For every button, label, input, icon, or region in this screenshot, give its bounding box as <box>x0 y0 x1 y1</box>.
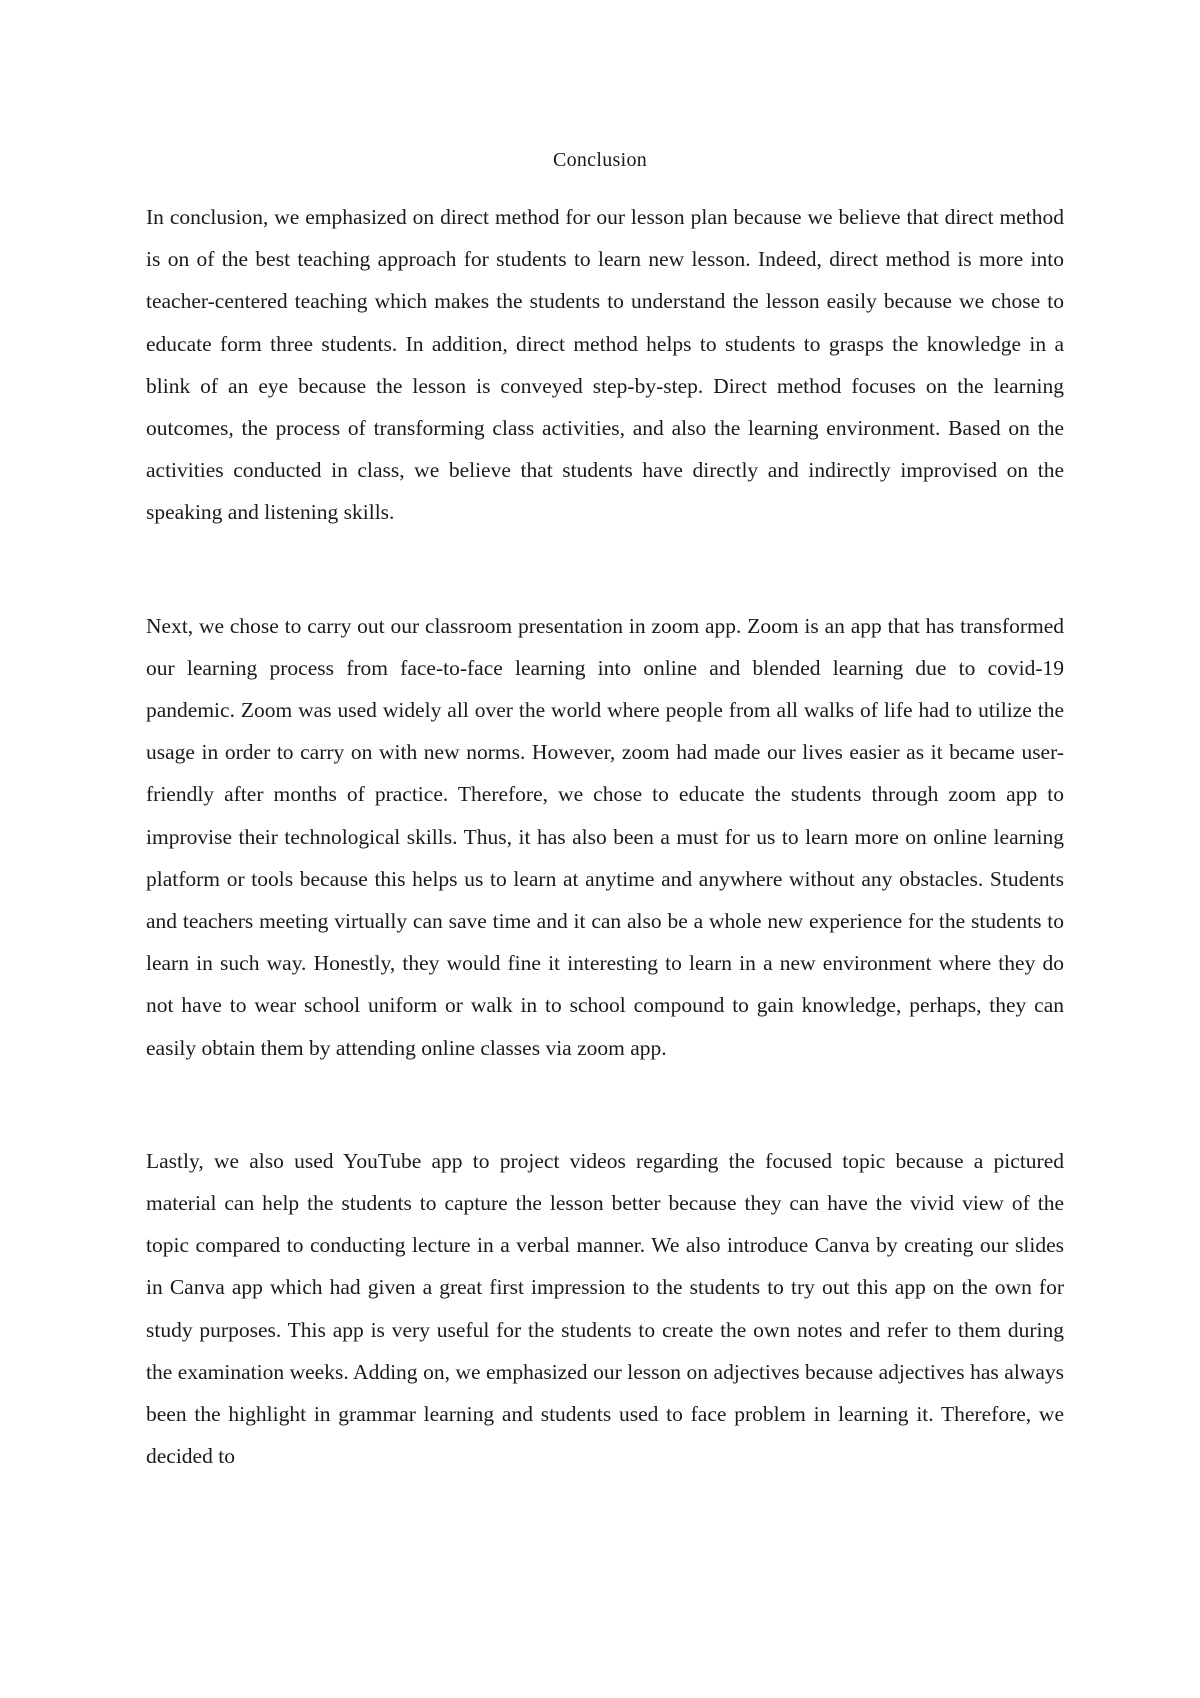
paragraph-conclusion-direct-method: In conclusion, we emphasized on direct method for our lesson plan because we believe that direct method is on of the best teaching approach for students to learn new lesson. Indeed, direct method is more into teacher-centered teaching which makes the students to understand the lesson easily because we chose to educate form three students. In addition, direct method helps to students to grasps the knowledge in a blink of an eye because the lesson is conveyed step-by-step. Direct method focuses on the learning outcomes, the process of transforming class activities, and also the learning environment. Based on the activities conducted in class, we believe that students have directly and indirectly improvised on the speaking and listening skills. <box>146 205 1064 525</box>
paragraph-youtube-canva: Lastly, we also used YouTube app to project videos regarding the focused topic because a pictured material can help the students to capture the lesson better because they can have the vivid view of the topic compared to conducting lecture in a verbal manner. We also introduce Canva by creating our slides in Canva app which had given a great first impression to the students to try out this app on the own for study purposes. This app is very useful for the students to create the own notes and refer to them during the examination weeks. Adding on, we emphasized our lesson on adjectives because adjectives has always been the highlight in grammar learning and students used to face problem in learning it. Therefore, we decided to <box>146 1148 1064 1469</box>
page-title: Conclusion <box>552 149 648 171</box>
paragraph-zoom-app: Next, we chose to carry out our classroom presentation in zoom app. Zoom is an app that has transformed our learning process from face-to-face learning into online and blended learning due to covid-19 pandemic. Zoom was used widely all over the world where people from all walks of life had to utilize the usage in order to carry on with new norms. However, zoom had made our lives easier as it became user-friendly after months of practice. Therefore, we chose to educate the students through zoom app to improvise their technological skills. Thus, it has also been a must for us to learn more on online learning platform or tools because this helps us to learn at anytime and anywhere without any obstacles. Students and teachers meeting virtually can save time and it can also be a whole new experience for the students to learn in such way. Honestly, they would fine it interesting to learn in a new environment where they do not have to wear school uniform or walk in to school compound to gain knowledge, perhaps, they can easily obtain them by attending online classes via zoom app. <box>146 613 1064 1060</box>
document-body <box>146 196 1064 1477</box>
